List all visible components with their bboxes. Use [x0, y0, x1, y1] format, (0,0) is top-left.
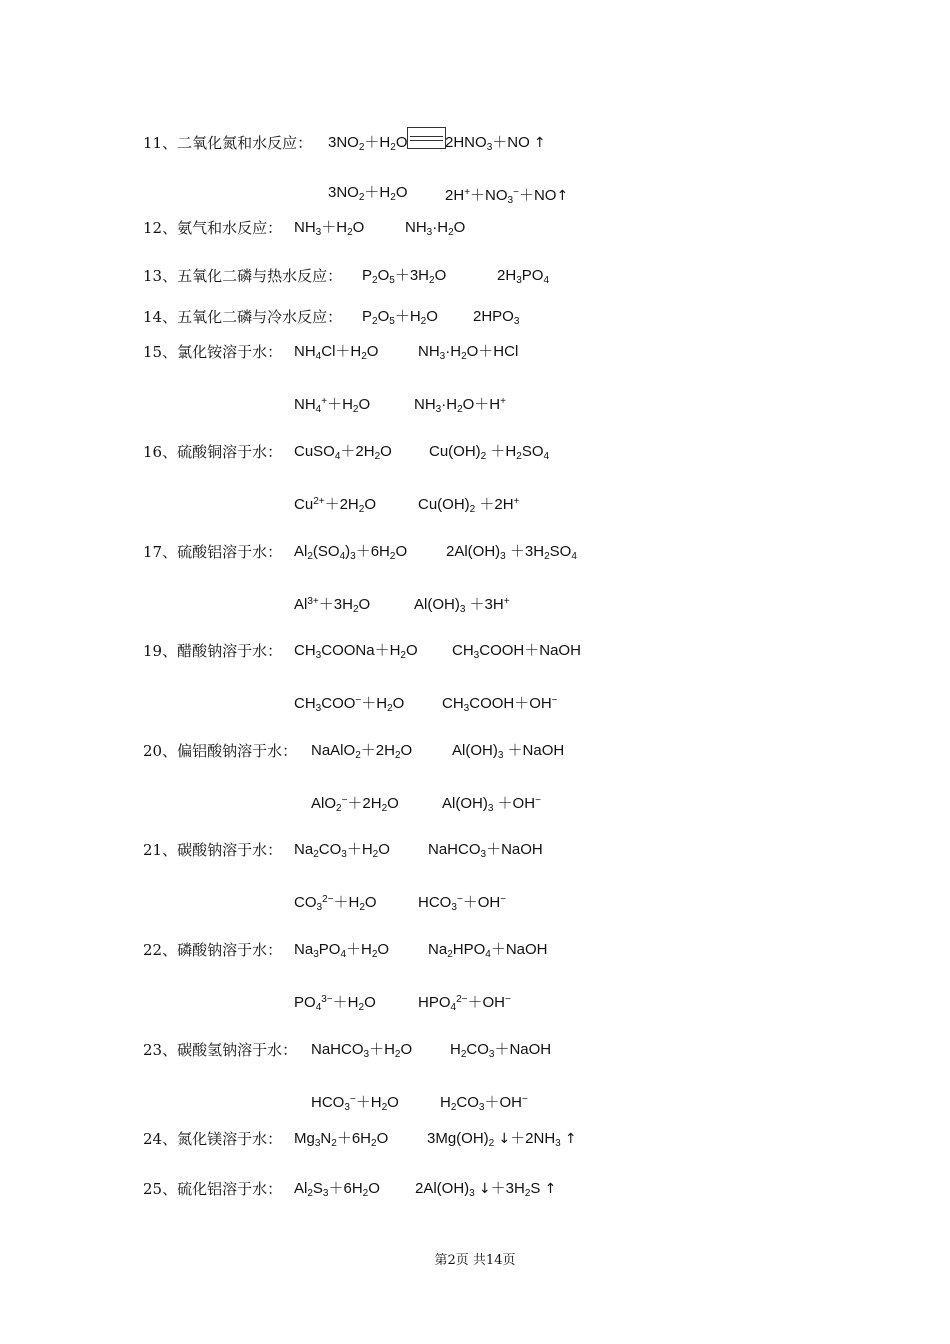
- equation-products: $2Al(OH)_3 +3H_2SO_4$: [446, 543, 577, 562]
- reaction-label: 19、醋酸钠溶于水：: [143, 642, 283, 660]
- equation-products: $HPO_4^{2-}+OH^-$: [418, 994, 511, 1013]
- reaction-label: 12、氨气和水反应：: [143, 219, 283, 237]
- equation-products: $2HNO_3+NO$ ↑: [445, 134, 546, 153]
- equation-reactants: $CH_3COO^-+H_2O$: [294, 695, 405, 714]
- equation-products: $2H^++NO_3^-+NO↑$: [445, 187, 569, 206]
- equation-reactants: $Mg_3N_2+6H_2O$: [294, 1130, 389, 1149]
- reaction-label: 15、氯化铵溶于水：: [143, 343, 283, 361]
- reaction-label: 21、碳酸钠溶于水：: [143, 841, 283, 859]
- equation-products: $2HPO_3$: [473, 308, 520, 327]
- equation-reactants: $Na_2CO_3+H_2O$: [294, 841, 390, 860]
- equation-products: $Al(OH)_3 +OH^-$: [442, 795, 541, 814]
- equation-products: $HCO_3^-+OH^-$: [418, 894, 507, 913]
- equation-products: $NH_3\cdot H_2O+HCl$: [418, 343, 519, 362]
- equation-products: $Al(OH)_3 +3H^+$: [414, 596, 510, 615]
- equation-reactants: $Al_2S_3+6H_2O$: [294, 1180, 380, 1199]
- equation-reactants: $AlO_2^-+2H_2O$: [311, 795, 399, 814]
- equation-products: $Al(OH)_3$ ＋NaOH: [452, 742, 565, 761]
- reaction-label: 14、五氧化二磷与冷水反应：: [143, 308, 343, 326]
- equation-reactants: $CO_3^{2-}+H_2O$: [294, 894, 377, 913]
- equation-reactants: $P_2O_5+H_2O$: [362, 308, 438, 327]
- reaction-label: 20、偏铝酸钠溶于水：: [143, 742, 298, 760]
- equation-reactants: $CH_3COONa+H_2O$: [294, 642, 418, 661]
- equals-sign-box: [407, 127, 446, 149]
- equation-products: $2H_3PO_4$: [497, 267, 549, 286]
- equation-products: $Cu(OH)_2 +H_2SO_4$: [429, 443, 550, 462]
- equation-reactants: $3NO_2+H_2O$: [328, 134, 408, 153]
- equation-reactants: $NaHCO_3+H_2O$: [311, 1041, 413, 1060]
- reaction-label: 24、氮化镁溶于水：: [143, 1130, 283, 1148]
- equation-products: $CH_3COOH+OH^-$: [442, 695, 558, 714]
- equation-products: $NH_3\cdot H_2O$: [405, 219, 466, 238]
- equation-reactants: $Cu^{2+}+2H_2O$: [294, 496, 377, 515]
- equation-reactants: $PO_4^{3-}+H_2O$: [294, 994, 376, 1013]
- equation-reactants: $CuSO_4+2H_2O$: [294, 443, 392, 462]
- equation-products: $CH_3COOH+NaOH$: [452, 642, 581, 661]
- equation-reactants: $P_2O_5+3H_2O$: [362, 267, 447, 286]
- equation-products: NaHCO$_3$＋NaOH: [428, 841, 543, 860]
- reaction-label: 17、硫酸铝溶于水：: [143, 543, 283, 561]
- equation-reactants: $NH_4Cl+H_2O$: [294, 343, 379, 362]
- equation-reactants: $Al_2(SO_4)_3+6H_2O$: [294, 543, 408, 562]
- equation-products: $2Al(OH)_3$ $↓+3H_2S$ ↑: [415, 1180, 557, 1199]
- equation-products: $Na_2HPO_4+NaOH$: [428, 941, 548, 960]
- equation-reactants: $Al^{3+}+3H_2O$: [294, 596, 371, 615]
- equation-products: $H_2CO_3+OH^-$: [440, 1094, 528, 1113]
- reaction-label: 22、磷酸钠溶于水：: [143, 941, 283, 959]
- reaction-label: 13、五氧化二磷与热水反应：: [143, 267, 343, 285]
- equation-products: $Cu(OH)_2 +2H^+$: [418, 496, 520, 515]
- equation-products: $3Mg(OH)_2$ $↓+2NH_3$ ↑: [427, 1130, 577, 1149]
- equation-reactants: $NH_4^++H_2O$: [294, 396, 371, 415]
- reaction-label: 25、硫化铝溶于水：: [143, 1180, 283, 1198]
- equation-products: $NH_3\cdot H_2O+H^+$: [414, 396, 506, 415]
- equation-reactants: $3NO_2+H_2O$: [328, 184, 408, 203]
- equation-products: $H_2CO_3+NaOH$: [450, 1041, 552, 1060]
- page-footer: 第2页 共14页: [434, 1253, 516, 1268]
- reaction-label: 11、二氧化氮和水反应：: [143, 134, 313, 152]
- equation-reactants: $NH_3+H_2O$: [294, 219, 365, 238]
- equation-reactants: $NaAlO_2+2H_2O$: [311, 742, 413, 761]
- reaction-label: 23、碳酸氢钠溶于水：: [143, 1041, 298, 1059]
- equation-reactants: $HCO_3^-+H_2O$: [311, 1094, 399, 1113]
- reaction-label: 16、硫酸铜溶于水：: [143, 443, 283, 461]
- equation-reactants: $Na_3PO_4+H_2O$: [294, 941, 390, 960]
